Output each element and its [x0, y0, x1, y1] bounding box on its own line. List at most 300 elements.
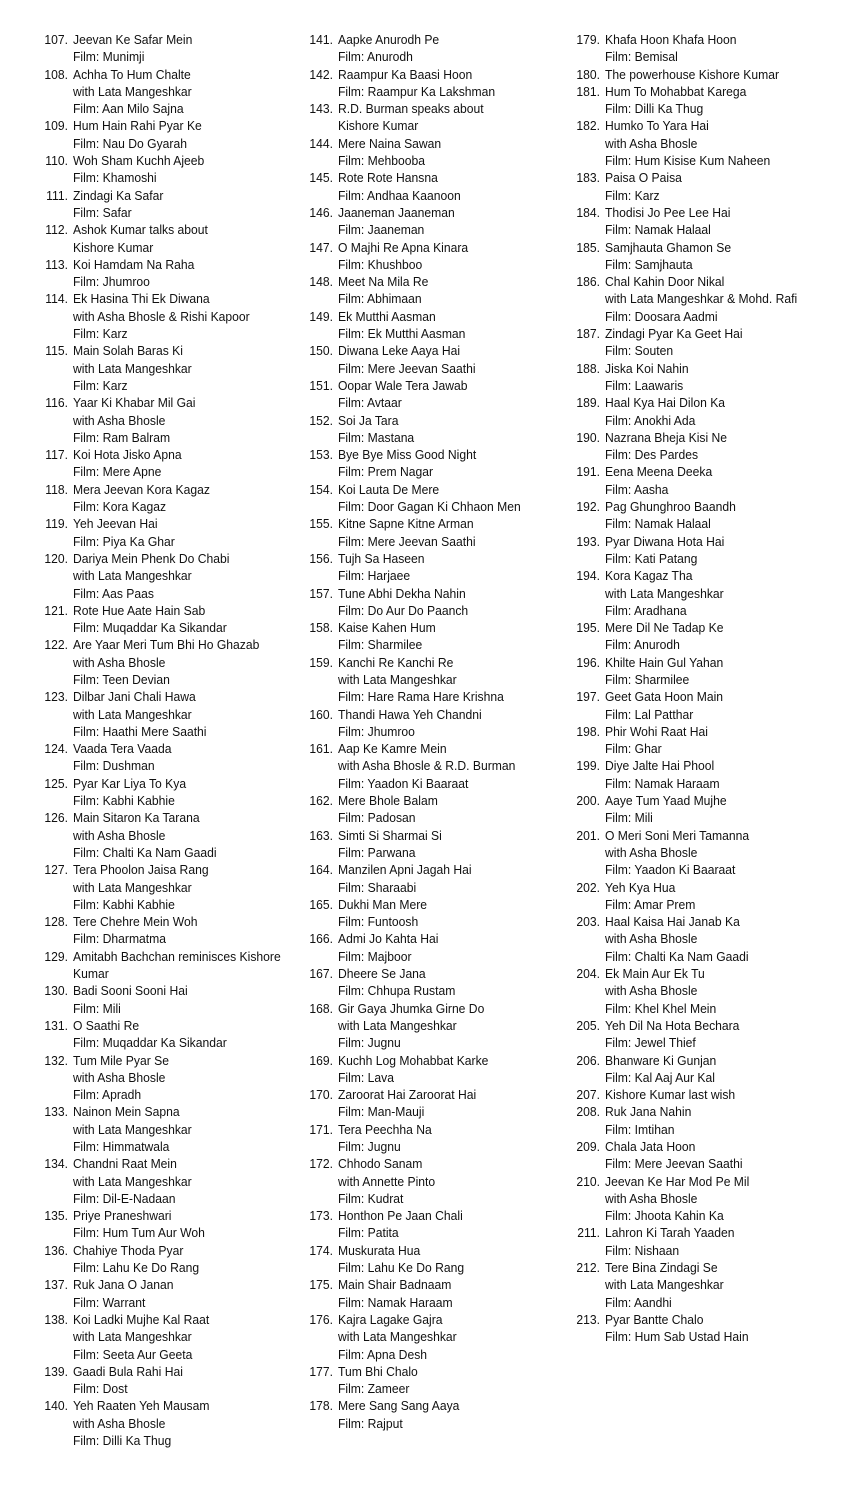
song-number: 200.	[576, 793, 600, 809]
song-singers: with Annette Pinto	[338, 1173, 436, 1189]
song-entry	[38, 187, 300, 222]
song-entry	[38, 515, 300, 550]
song-entry	[38, 31, 300, 66]
song-number: 140.	[44, 1398, 68, 1414]
song-number: 149.	[309, 308, 333, 324]
song-entry	[303, 273, 565, 308]
song-number: 119.	[45, 516, 68, 532]
song-film: Film: Anurodh	[605, 637, 680, 653]
song-entry	[303, 412, 565, 447]
song-title-continued: Kumar	[73, 966, 109, 982]
song-entry	[38, 550, 300, 602]
song-film: Film: Kora Kagaz	[73, 499, 167, 515]
song-singers: with Lata Mangeshkar	[73, 879, 192, 895]
song-singers: with Asha Bhosle	[73, 1069, 166, 1085]
song-entry	[38, 861, 300, 913]
song-film: Film: Andhaa Kaanoon	[338, 187, 461, 203]
song-number: 176.	[309, 1311, 333, 1327]
song-entry	[303, 308, 565, 343]
song-title: Achha To Hum Chalte	[73, 66, 191, 82]
song-title: Koi Hamdam Na Raha	[73, 256, 195, 272]
song-entry	[38, 342, 300, 394]
song-title: Mere Naina Sawan	[338, 135, 442, 151]
song-singers: with Asha Bhosle	[73, 412, 166, 428]
song-title: The powerhouse Kishore Kumar	[605, 66, 779, 82]
song-film: Film: Parwana	[338, 844, 416, 860]
song-title: Kitne Sapne Kitne Arman	[338, 516, 474, 532]
song-number: 117.	[45, 447, 68, 463]
song-singers: with Asha Bhosle	[73, 827, 166, 843]
song-title: Manzilen Apni Jagah Hai	[338, 862, 472, 878]
song-entry	[38, 809, 300, 861]
song-number: 124.	[44, 741, 68, 757]
song-number: 205.	[576, 1017, 600, 1033]
song-number: 134.	[44, 1156, 68, 1172]
song-film: Film: Mili	[605, 810, 653, 826]
song-title: Chandni Raat Mein	[73, 1156, 177, 1172]
song-number: 181.	[576, 83, 600, 99]
song-entry	[303, 619, 565, 654]
song-film: Film: Kabhi Kabhie	[73, 896, 175, 912]
song-title: Gaadi Bula Rahi Hai	[73, 1363, 183, 1379]
song-number: 156.	[309, 550, 333, 566]
song-film: Film: Mere Apne	[73, 464, 162, 480]
song-title: Pyar Kar Liya To Kya	[73, 775, 187, 791]
song-film: Film: Namak Halaal	[605, 516, 711, 532]
song-singers: with Lata Mangeshkar	[73, 1121, 192, 1137]
song-film: Film: Jugnu	[338, 1139, 401, 1154]
song-number: 198.	[576, 723, 600, 739]
song-number: 167.	[309, 966, 333, 982]
song-title: Pag Ghunghroo Baandh	[605, 499, 736, 515]
song-title: Eena Meena Deeka	[605, 464, 713, 480]
song-entry	[303, 446, 565, 481]
song-number: 128.	[44, 914, 68, 930]
song-entry	[303, 1121, 565, 1156]
song-column-3	[570, 31, 832, 1346]
song-number: 153.	[309, 447, 333, 463]
song-entry	[303, 204, 565, 239]
song-title: Chhodo Sanam	[338, 1156, 423, 1172]
song-title: Mere Dil Ne Tadap Ke	[605, 620, 724, 636]
song-film: Film: Mastana	[338, 429, 415, 445]
song-film: Film: Khushboo	[338, 256, 423, 272]
song-entry	[303, 861, 565, 896]
song-film: Film: Bemisal	[605, 49, 678, 65]
song-number: 158.	[309, 620, 333, 636]
song-title: Dukhi Man Mere	[338, 896, 428, 912]
song-entry	[303, 239, 565, 274]
song-film: Film: Himmatwala	[73, 1139, 170, 1154]
song-number: 113.	[45, 256, 68, 272]
song-title: Dariya Mein Phenk Do Chabi	[73, 550, 230, 566]
song-number: 197.	[576, 689, 600, 705]
song-film: Film: Aandhi	[605, 1294, 672, 1310]
song-film: Film: Karz	[73, 326, 128, 342]
song-title: Vaada Tera Vaada	[73, 741, 172, 757]
song-entry	[38, 1052, 300, 1104]
song-number: 159.	[309, 654, 333, 670]
song-film: Film: Laawaris	[605, 377, 684, 393]
song-film: Film: Dilli Ka Thug	[73, 1433, 172, 1449]
song-number: 212.	[576, 1260, 600, 1276]
song-number: 141.	[309, 32, 333, 47]
song-title: Kishore Kumar last wish	[605, 1087, 736, 1103]
song-title: Amitabh Bachchan reminisces Kishore	[73, 948, 281, 964]
song-entry	[570, 792, 832, 827]
song-number: 139.	[44, 1363, 68, 1379]
song-entry	[303, 1000, 565, 1052]
song-singers: with Asha Bhosle & Rishi Kapoor	[73, 308, 250, 324]
song-title: Are Yaar Meri Tum Bhi Ho Ghazab	[73, 637, 260, 653]
song-number: 204.	[576, 966, 600, 982]
song-entry	[570, 1138, 832, 1173]
song-title: Soi Ja Tara	[338, 412, 399, 428]
song-number: 109.	[44, 118, 68, 134]
song-title: Yeh Kya Hua	[605, 879, 676, 895]
song-number: 206.	[576, 1052, 600, 1068]
song-film: Film: Haathi Mere Saathi	[73, 723, 207, 739]
song-entry	[303, 169, 565, 204]
song-entry	[570, 965, 832, 1017]
song-film: Film: Avtaar	[338, 395, 402, 411]
song-film: Film: Aan Milo Sajna	[73, 101, 184, 117]
song-film: Film: Munimji	[73, 49, 145, 65]
song-film: Film: Kal Aaj Aur Kal	[605, 1069, 715, 1085]
song-number: 116.	[45, 395, 68, 411]
song-entry	[570, 394, 832, 429]
song-entry	[38, 1276, 300, 1311]
song-number: 125.	[44, 775, 68, 791]
song-title: Kora Kagaz Tha	[605, 568, 693, 584]
song-film: Film: Jhumroo	[338, 723, 415, 739]
song-entry	[303, 896, 565, 931]
song-number: 150.	[309, 343, 333, 359]
song-film: Film: Padosan	[338, 810, 416, 826]
song-number: 112.	[45, 222, 68, 238]
song-number: 157.	[309, 585, 333, 601]
song-title: Rote Rote Hansna	[338, 170, 438, 186]
song-number: 194.	[576, 568, 600, 584]
song-singers: with Lata Mangeshkar	[605, 585, 724, 601]
song-number: 131.	[44, 1017, 68, 1033]
song-film: Film: Khel Khel Mein	[605, 1000, 717, 1016]
song-entry	[570, 567, 832, 619]
song-entry	[303, 515, 565, 550]
song-title: Tera Peechha Na	[338, 1121, 432, 1137]
song-number: 187.	[576, 326, 600, 342]
song-film: Film: Ram Balram	[73, 429, 171, 445]
song-entry	[570, 1224, 832, 1259]
song-title: Nainon Mein Sapna	[73, 1104, 180, 1120]
song-film: Film: Mere Jeevan Saathi	[338, 360, 476, 376]
song-entry	[570, 429, 832, 464]
song-number: 191.	[576, 464, 600, 480]
song-entry	[570, 1086, 832, 1103]
song-title: Chala Jata Hoon	[605, 1139, 696, 1154]
song-entry	[570, 1103, 832, 1138]
song-entry	[303, 930, 565, 965]
song-title: O Saathi Re	[73, 1017, 140, 1033]
song-entry	[570, 1259, 832, 1311]
song-film: Film: Raampur Ka Lakshman	[338, 83, 496, 99]
song-entry	[570, 723, 832, 758]
song-number: 165.	[309, 896, 333, 912]
song-title: Jiska Koi Nahin	[605, 360, 689, 376]
song-entry	[570, 117, 832, 169]
song-title: Aap Ke Kamre Mein	[338, 741, 447, 757]
song-film: Film: Yaadon Ki Baaraat	[605, 862, 736, 878]
song-film: Film: Imtihan	[605, 1121, 675, 1137]
song-singers: with Asha Bhosle	[73, 654, 166, 670]
song-number: 136.	[44, 1242, 68, 1258]
song-number: 120.	[44, 550, 68, 566]
song-film: Film: Mere Jeevan Saathi	[605, 1156, 743, 1172]
song-film: Film: Seeta Aur Geeta	[73, 1346, 193, 1362]
song-entry	[38, 913, 300, 948]
song-title: Paisa O Paisa	[605, 170, 682, 186]
song-film: Film: Chhupa Rustam	[338, 983, 456, 999]
song-film: Film: Nau Do Gyarah	[73, 135, 187, 151]
song-entry	[570, 325, 832, 360]
song-title: Tere Chehre Mein Woh	[73, 914, 198, 930]
song-film: Film: Namak Halaal	[605, 222, 711, 238]
song-entry	[38, 1155, 300, 1207]
song-title: Main Shair Badnaam	[338, 1277, 452, 1293]
song-film: Film: Jewel Thief	[605, 1035, 696, 1051]
song-film: Film: Karz	[73, 377, 128, 393]
song-title: Zaroorat Hai Zaroorat Hai	[338, 1087, 477, 1103]
song-film: Film: Anurodh	[338, 49, 413, 65]
song-number: 126.	[44, 810, 68, 826]
song-entry	[303, 550, 565, 585]
song-title: Mera Jeevan Kora Kagaz	[73, 481, 210, 497]
song-film: Film: Apradh	[73, 1087, 142, 1103]
song-title: Mere Bhole Balam	[338, 793, 438, 809]
song-entry	[303, 654, 565, 706]
song-number: 138.	[44, 1311, 68, 1327]
song-title: Ek Hasina Thi Ek Diwana	[73, 291, 210, 307]
song-number: 146.	[309, 204, 333, 220]
song-number: 118.	[45, 481, 68, 497]
song-number: 184.	[576, 204, 600, 220]
song-title: Badi Sooni Sooni Hai	[73, 983, 188, 999]
song-number: 152.	[309, 412, 333, 428]
song-film: Film: Abhimaan	[338, 291, 422, 307]
song-entry	[303, 965, 565, 1000]
song-number: 148.	[309, 274, 333, 290]
song-film: Film: Apna Desh	[338, 1346, 428, 1362]
song-title: Kuchh Log Mohabbat Karke	[338, 1052, 489, 1068]
song-entry	[570, 498, 832, 533]
song-title: Tere Bina Zindagi Se	[605, 1260, 718, 1276]
song-entry	[38, 636, 300, 688]
song-entry	[303, 342, 565, 377]
song-number: 110.	[45, 153, 68, 169]
song-number: 122.	[44, 637, 68, 653]
song-title: Tujh Sa Haseen	[338, 550, 425, 566]
song-number: 121.	[44, 602, 68, 618]
song-film: Film: Majboor	[338, 948, 412, 964]
song-title: Thandi Hawa Yeh Chandni	[338, 706, 482, 722]
song-title: Hum To Mohabbat Karega	[605, 83, 747, 99]
song-entry	[303, 135, 565, 170]
song-title: Bye Bye Miss Good Night	[338, 447, 477, 463]
song-film: Film: Muqaddar Ka Sikandar	[73, 1035, 227, 1051]
song-film: Film: Hum Tum Aur Woh	[73, 1225, 205, 1241]
song-title: Hum Hain Rahi Pyar Ke	[73, 118, 202, 134]
song-number: 202.	[576, 879, 600, 895]
song-entry	[303, 792, 565, 827]
song-film: Film: Prem Nagar	[338, 464, 434, 480]
song-title: Khafa Hoon Khafa Hoon	[605, 32, 737, 47]
song-entry	[570, 654, 832, 689]
song-entry	[570, 360, 832, 395]
song-film: Film: Nishaan	[605, 1242, 680, 1258]
song-entry	[38, 1207, 300, 1242]
song-title: O Majhi Re Apna Kinara	[338, 239, 469, 255]
song-number: 127.	[44, 862, 68, 878]
song-entry	[38, 256, 300, 291]
song-entry	[570, 1052, 832, 1087]
song-number: 175.	[309, 1277, 333, 1293]
song-entry	[38, 948, 300, 983]
song-film: Film: Sharmilee	[605, 671, 690, 687]
song-entry	[38, 221, 300, 256]
song-film: Film: Patita	[338, 1225, 399, 1241]
song-title: Bhanware Ki Gunjan	[605, 1052, 717, 1068]
song-film: Film: Hare Rama Hare Krishna	[338, 689, 504, 705]
song-title: Muskurata Hua	[338, 1242, 421, 1258]
song-entry	[303, 377, 565, 412]
song-title: Simti Si Sharmai Si	[338, 827, 442, 843]
song-entry	[38, 1017, 300, 1052]
song-title: Ruk Jana O Janan	[73, 1277, 174, 1293]
song-entry	[303, 1207, 565, 1242]
song-number: 213.	[576, 1311, 600, 1327]
song-film: Film: Man-Mauji	[338, 1104, 425, 1120]
song-film: Film: Ghar	[605, 741, 662, 757]
song-number: 155.	[309, 516, 333, 532]
song-title: Rote Hue Aate Hain Sab	[73, 602, 206, 618]
song-film: Film: Dost	[73, 1381, 128, 1397]
song-singers: with Asha Bhosle	[605, 1190, 698, 1206]
song-number: 182.	[576, 118, 600, 134]
song-film: Film: Do Aur Do Paanch	[338, 602, 469, 618]
song-entry	[38, 1103, 300, 1155]
song-film: Film: Door Gagan Ki Chhaon Men	[338, 499, 521, 515]
song-number: 188.	[576, 360, 600, 376]
song-title: Yeh Dil Na Hota Bechara	[605, 1017, 740, 1033]
song-title: Chal Kahin Door Nikal	[605, 274, 725, 290]
song-title: Kajra Lagake Gajra	[338, 1311, 443, 1327]
song-singers: with Lata Mangeshkar	[338, 671, 457, 687]
song-entry	[303, 1155, 565, 1207]
song-entry	[38, 1311, 300, 1363]
song-film: Film: Karz	[605, 187, 660, 203]
song-entry	[38, 1363, 300, 1398]
song-film: Film: Jugnu	[338, 1035, 401, 1051]
song-title-continued: Kishore Kumar	[73, 239, 154, 255]
song-singers: with Lata Mangeshkar	[338, 1017, 457, 1033]
song-film: Film: Harjaee	[338, 568, 411, 584]
song-title: Diwana Leke Aaya Hai	[338, 343, 461, 359]
song-title: Oopar Wale Tera Jawab	[338, 377, 468, 393]
song-number: 114.	[45, 291, 68, 307]
song-column-2	[303, 31, 565, 1432]
song-singers: with Lata Mangeshkar	[605, 1277, 724, 1293]
song-number: 185.	[576, 239, 600, 255]
song-entry	[38, 117, 300, 152]
song-number: 183.	[576, 170, 600, 186]
song-number: 108.	[44, 66, 68, 82]
song-entry	[38, 1242, 300, 1277]
song-entry	[570, 204, 832, 239]
song-entry	[38, 394, 300, 446]
song-title: Kaise Kahen Hum	[338, 620, 436, 636]
song-number: 210.	[576, 1173, 600, 1189]
song-number: 177.	[309, 1363, 333, 1379]
song-film: Film: Namak Haraam	[605, 775, 720, 791]
song-number: 130.	[44, 983, 68, 999]
song-entry	[303, 706, 565, 741]
song-number: 143.	[309, 101, 333, 117]
song-entry	[303, 1397, 565, 1432]
song-title: Lahron Ki Tarah Yaaden	[605, 1225, 735, 1241]
song-number: 145.	[309, 170, 333, 186]
song-entry	[303, 585, 565, 620]
song-number: 199.	[576, 758, 600, 774]
song-number: 189.	[576, 395, 600, 411]
song-film: Film: Namak Haraam	[338, 1294, 453, 1310]
song-entry	[570, 31, 832, 66]
song-entry	[570, 239, 832, 274]
song-entry	[303, 481, 565, 516]
song-film: Film: Jhoota Kahin Ka	[605, 1208, 724, 1224]
song-number: 201.	[576, 827, 600, 843]
song-number: 211.	[577, 1225, 600, 1241]
song-entry	[38, 982, 300, 1017]
song-entry	[38, 152, 300, 187]
song-title: Gir Gaya Jhumka Girne Do	[338, 1000, 485, 1016]
song-film: Film: Doosara Aadmi	[605, 308, 718, 324]
song-singers: with Lata Mangeshkar	[338, 1329, 457, 1345]
song-film: Film: Mehbooba	[338, 153, 425, 169]
song-entry	[303, 1052, 565, 1087]
song-title: Raampur Ka Baasi Hoon	[338, 66, 473, 82]
song-number: 179.	[576, 32, 600, 47]
song-title: Yaar Ki Khabar Mil Gai	[73, 395, 196, 411]
song-number: 166.	[309, 931, 333, 947]
song-entry	[38, 481, 300, 516]
song-number: 178.	[309, 1398, 333, 1414]
song-film: Film: Sharaabi	[338, 879, 417, 895]
song-entry	[38, 66, 300, 118]
song-title: Koi Lauta De Mere	[338, 481, 440, 497]
song-film: Film: Safar	[73, 204, 132, 220]
song-film: Film: Kabhi Kabhie	[73, 793, 175, 809]
song-number: 160.	[309, 706, 333, 722]
song-title: Ashok Kumar talks about	[73, 222, 208, 238]
song-singers: with Lata Mangeshkar	[73, 1173, 192, 1189]
song-entry	[38, 688, 300, 740]
song-number: 162.	[309, 793, 333, 809]
song-singers: with Asha Bhosle	[605, 983, 698, 999]
song-film: Film: Amar Prem	[605, 896, 696, 912]
song-title: Koi Ladki Mujhe Kal Raat	[73, 1311, 210, 1327]
song-film: Film: Yaadon Ki Baaraat	[338, 775, 469, 791]
song-entry	[570, 1173, 832, 1225]
